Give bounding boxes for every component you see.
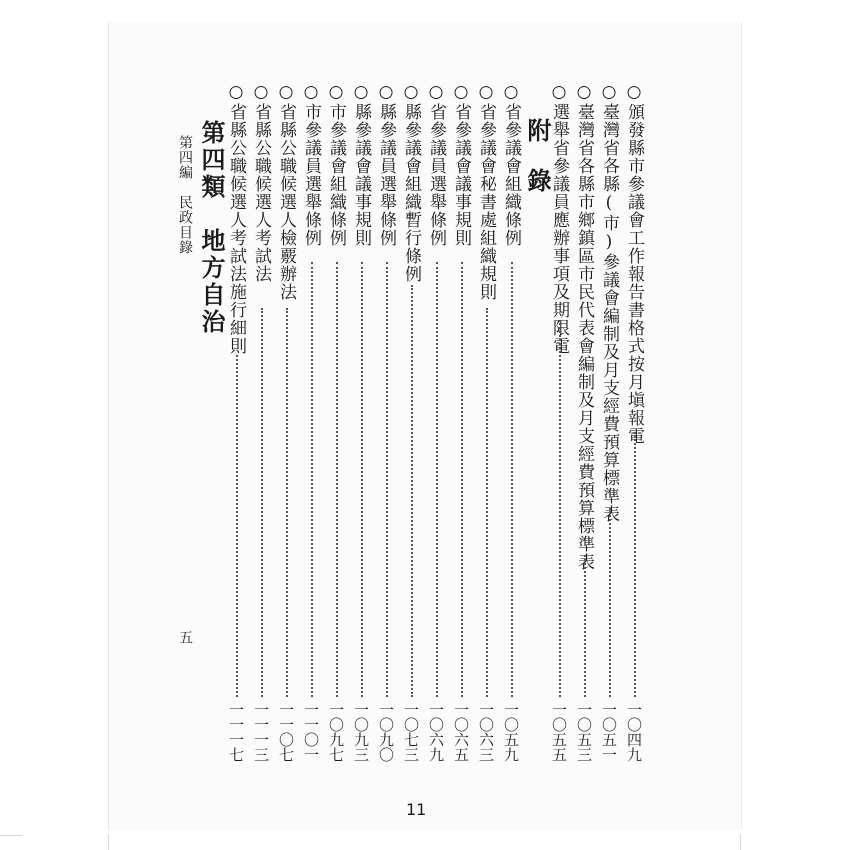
- entry-title: ○選舉省參議員應辦事項及期限電: [549, 82, 569, 355]
- entry-page-number: 一〇九三: [352, 702, 370, 762]
- dot-leader: [411, 285, 413, 697]
- appendix-heading: 附 錄: [523, 118, 552, 193]
- entry-page-number: 一〇五九: [502, 702, 520, 762]
- entry-page-number: 一一〇一: [302, 702, 320, 762]
- page-number-chinese: 五: [177, 630, 193, 645]
- entry-page-number: 一〇四九: [625, 702, 643, 762]
- entry-title: ○臺灣省各縣(市)參議會編制及月支經費預算標準表: [599, 82, 619, 523]
- entry-page-number: 一〇六五: [452, 702, 470, 762]
- entry-page-number: 一〇五一: [600, 702, 618, 762]
- entry-title: ○省縣公職候選人考試法施行細則: [226, 82, 246, 355]
- dot-leader: [261, 308, 263, 697]
- entry-title: ○省參議會秘書處組織規則: [476, 82, 496, 301]
- section-heading: 第四類 地方自治: [197, 120, 226, 336]
- entry-page-number: 一一一七: [227, 702, 245, 762]
- dot-leader: [461, 262, 463, 697]
- entry-title: ○臺灣省各縣市鄉鎮區市民代表會編制及月支經費預算標準表: [574, 82, 594, 571]
- entry-page-number: 一〇五三: [575, 702, 593, 762]
- entry-title: ○市參議會組織條例: [326, 82, 346, 247]
- entry-title: ○頒發縣市參議會工作報告書格式按月塡報電: [624, 82, 644, 445]
- entry-title: ○縣參議會組織暫行條例: [401, 82, 421, 283]
- dot-leader: [236, 355, 238, 697]
- entry-title: ○省參議員選舉條例: [426, 82, 446, 247]
- entry-page-number: 一一〇七: [277, 702, 295, 762]
- entry-page-number: 一〇九七: [327, 702, 345, 762]
- entry-title: ○省參議會議事規則: [451, 82, 471, 247]
- folio-number: 11: [406, 800, 427, 819]
- entry-page-number: 一〇七三: [402, 702, 420, 762]
- dot-leader: [436, 262, 438, 697]
- entry-title: ○省縣公職候選人檢覈辦法: [276, 82, 296, 301]
- entry-page-number: 一〇五五: [550, 702, 568, 762]
- dot-leader: [511, 262, 513, 697]
- dot-leader: [584, 555, 586, 697]
- entry-page-number: 一一一三: [252, 702, 270, 762]
- dot-leader: [286, 308, 288, 697]
- running-head-column: [170, 0, 200, 850]
- section-heading-column: [196, 0, 226, 850]
- dot-leader: [609, 508, 611, 697]
- entry-title: ○省縣公職候選人考試法: [251, 82, 271, 283]
- entry-title: ○縣參議員選舉條例: [376, 82, 396, 247]
- dot-leader: [311, 262, 313, 697]
- dot-leader: [634, 432, 636, 697]
- crop-mark: [0, 835, 22, 836]
- dot-leader: [336, 262, 338, 697]
- running-head: 第四編 民政目錄: [177, 135, 193, 255]
- entry-page-number: 一〇六九: [427, 702, 445, 762]
- entry-title: ○省參議會組織條例: [501, 82, 521, 247]
- appendix-heading-column: [522, 0, 552, 850]
- crop-mark: [108, 835, 109, 850]
- entry-page-number: 一〇九〇: [377, 702, 395, 762]
- dot-leader: [486, 308, 488, 697]
- dot-leader: [361, 262, 363, 697]
- crop-mark: [740, 835, 741, 850]
- entry-title: ○縣參議會議事規則: [351, 82, 371, 247]
- entry-page-number: 一〇六三: [477, 702, 495, 762]
- entry-title: ○市參議員選舉條例: [301, 82, 321, 247]
- dot-leader: [386, 262, 388, 697]
- dot-leader: [559, 320, 561, 697]
